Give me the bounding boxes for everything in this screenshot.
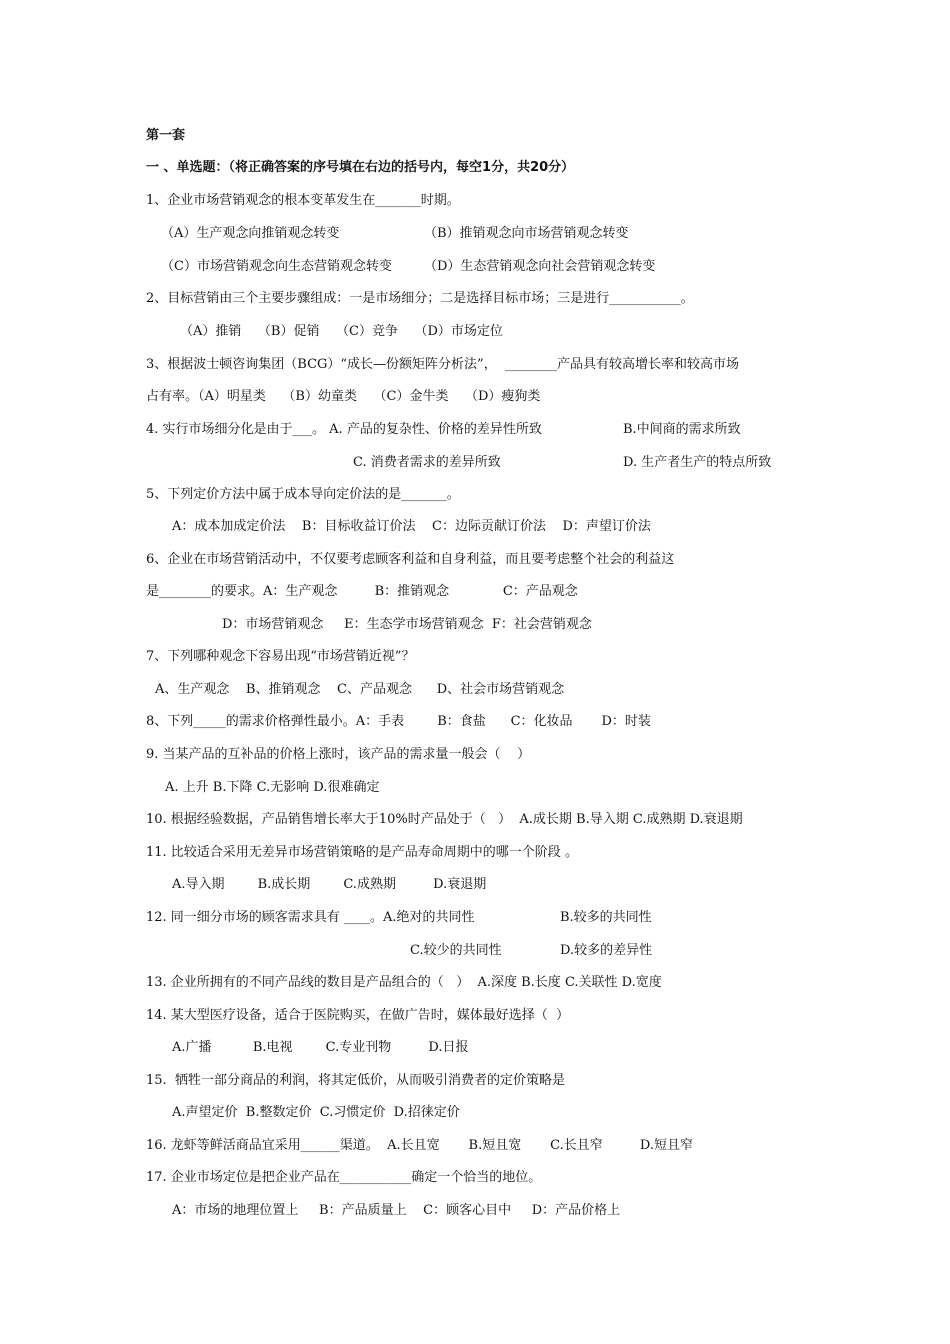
question-13: 13. 企业所拥有的不同产品线的数目是产品组合的（ ） A.深度 B.长度 C.关联性 D.宽度 (146, 975, 662, 990)
section-heading: 一 、单选题：（将正确答案的序号填在右边的括号内，每空1分，共20分） (146, 160, 575, 175)
question-2: 2、目标营销由三个主要步骤组成：一是市场细分；二是选择目标市场；三是进行___________。 (146, 291, 694, 306)
question-16: 16. 龙虾等鲜活商品宜采用______渠道。 A.长且宽 B.短且宽 C.长且窄 D.短且窄 (146, 1138, 694, 1153)
question-15-options: A.声望定价 B.整数定价 C.习惯定价 D.招徕定价 (172, 1105, 460, 1120)
question-12-option-d: D.较多的差异性 (560, 943, 653, 958)
question-5: 5、下列定价方法中属于成本导向定价法的是_______。 (146, 487, 460, 502)
question-2-options: （A）推销 （B）促销 （C）竞争 （D）市场定位 (180, 324, 503, 339)
question-1-option-c: （C）市场营销观念向生态营销观念转变 (161, 259, 392, 274)
question-5-options: A：成本加成定价法 B：目标收益订价法 C：边际贡献订价法 D：声望订价法 (172, 519, 651, 534)
question-1-option-a: （A）生产观念向推销观念转变 (161, 226, 340, 241)
document-title: 第一套 (146, 128, 186, 143)
question-7-options: A、生产观念 B、推销观念 C、产品观念 D、社会市场营销观念 (155, 682, 565, 697)
question-1-option-b: （B）推销观念向市场营销观念转变 (424, 226, 629, 241)
question-9-options: A. 上升 B.下降 C.无影响 D.很难确定 (165, 780, 380, 795)
question-11-options: A.导入期 B.成长期 C.成熟期 D.衰退期 (172, 877, 487, 892)
question-6-options: D：市场营销观念 E：生态学市场营销观念 F：社会营销观念 (222, 617, 592, 632)
question-8: 8、下列_____的需求价格弹性最小。A：手表 B：食盐 C：化妆品 D：时装 (146, 714, 651, 729)
question-6: 6、企业在市场营销活动中，不仅要考虑顾客利益和自身利益，而且要考虑整个社会的利益这 (146, 552, 675, 567)
question-9: 9. 当某产品的互补品的价格上涨时，该产品的需求量一般会（ ） (146, 747, 531, 762)
question-4-option-d: D. 生产者生产的特点所致 (623, 455, 772, 470)
question-10: 10. 根据经验数据，产品销售增长率大于10%时产品处于（ ） A.成长期 B.导入期 C.成熟期 D.衰退期 (146, 812, 743, 827)
question-12-option-c: C.较少的共同性 (410, 943, 502, 958)
question-3: 3、根据波士顿咨询集团（BCG）“成长—份额矩阵分析法”， ________产品具有较高增长率和较高市场 (146, 357, 739, 372)
question-4-option-c: C. 消费者需求的差异所致 (353, 455, 501, 470)
question-3-continued: 占有率。（A）明星类 （B）幼童类 （C）金牛类 （D）瘦狗类 (146, 389, 541, 404)
question-4: 4. 实行市场细分化是由于___。 A. 产品的复杂性、价格的差异性所致 (146, 422, 542, 437)
question-12: 12. 同一细分市场的顾客需求具有 ____。A.绝对的共同性 (146, 910, 475, 925)
question-4-option-b: B.中间商的需求所致 (623, 422, 741, 437)
question-14: 14. 某大型医疗设备，适合于医院购买，在做广告时，媒体最好选择（ ） (146, 1008, 570, 1023)
question-15: 15. 牺牲一部分商品的利润，将其定低价，从而吸引消费者的定价策略是 (146, 1073, 565, 1088)
question-1: 1、企业市场营销观念的根本变革发生在_______时期。 (146, 193, 460, 208)
question-1-option-d: （D）生态营销观念向社会营销观念转变 (424, 259, 656, 274)
question-7: 7、下列哪种观念下容易出现“市场营销近视”？ (146, 649, 415, 664)
question-12-option-b: B.较多的共同性 (560, 910, 652, 925)
question-17: 17. 企业市场定位是把企业产品在___________确定一个恰当的地位。 (146, 1170, 542, 1185)
question-14-options: A.广播 B.电视 C.专业刊物 D.日报 (172, 1040, 469, 1055)
question-17-options: A：市场的地理位置上 B：产品质量上 C：顾客心目中 D：产品价格上 (172, 1203, 621, 1218)
question-11: 11. 比较适合采用无差异市场营销策略的是产品寿命周期中的哪一个阶段 。 (146, 845, 578, 860)
question-6-continued: 是________的要求。A：生产观念 B：推销观念 C：产品观念 (146, 584, 578, 599)
